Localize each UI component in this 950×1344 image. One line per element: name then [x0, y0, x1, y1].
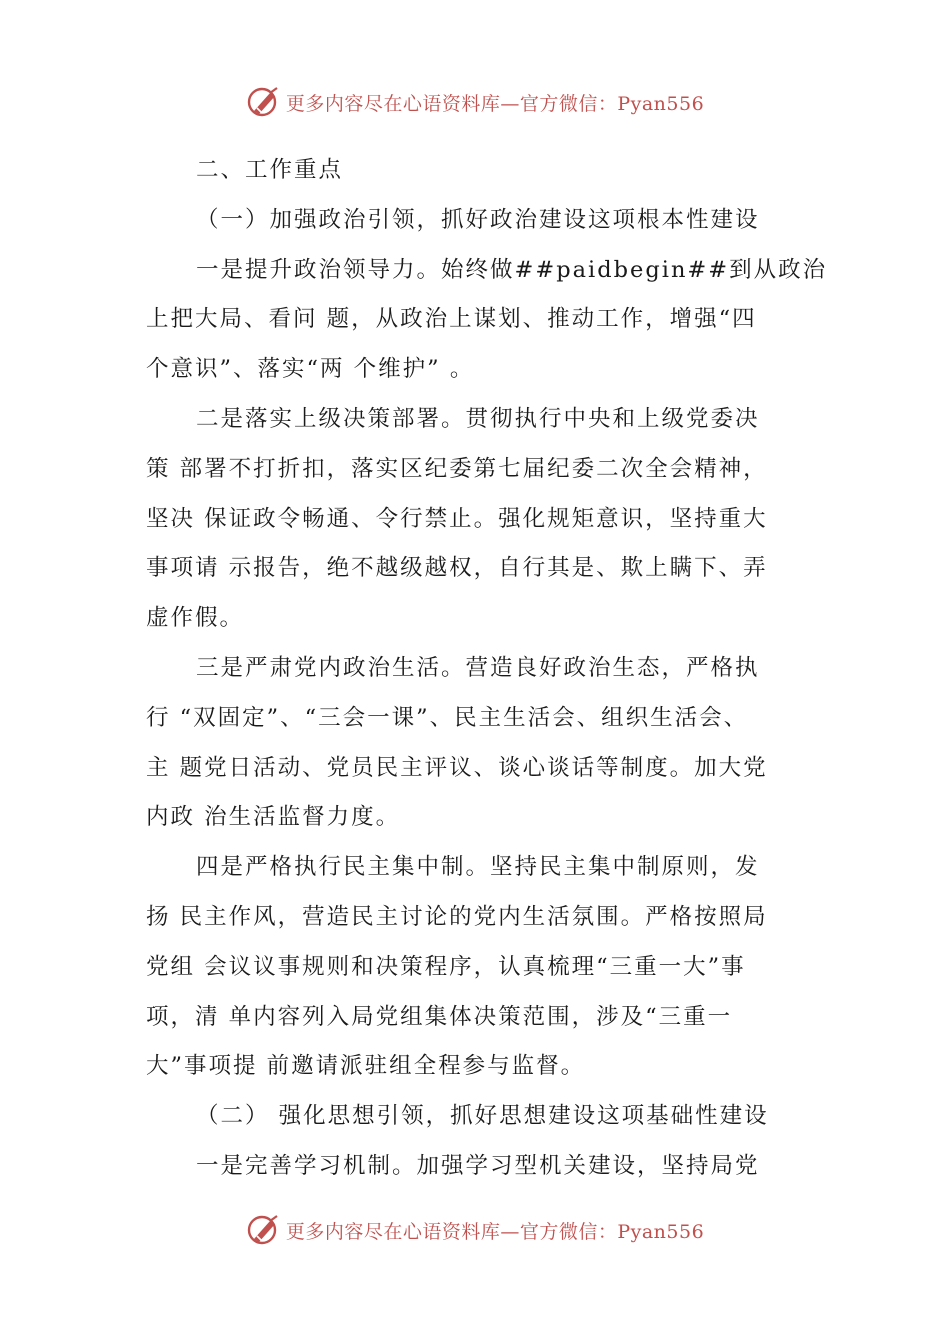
text-line: 坚决 保证政令畅通、令行禁止。强化规矩意识，坚持重大: [146, 505, 768, 532]
text-line: 主 题党日活动、党员民主评议、谈心谈话等制度。加大党: [146, 754, 768, 781]
pen-nib-logo-icon: [246, 84, 282, 120]
banner-text: 更多内容尽在心语资料库—官方微信：Pyan556: [285, 92, 705, 115]
text-line: 一是完善学习机制。加强学习型机关建设，坚持局党: [196, 1152, 760, 1179]
text-line: （一）加强政治引领，抓好政治建设这项根本性建设: [196, 206, 760, 233]
text-line: 虚作假。: [146, 605, 245, 632]
text-line: 三是严肃党内政治生活。营造良好政治生态，严格执: [196, 654, 760, 681]
text-line: 大”事项提 前邀请派驻组全程参与监督。: [146, 1053, 586, 1080]
text-line: 一是提升政治领导力。始终做##paidbegin##到从政治: [196, 256, 828, 283]
text-line: 个意识”、落实“两 个维护” 。: [146, 356, 475, 383]
text-line: 项，清 单内容列入局党组集体决策范围，涉及“三重一: [146, 1003, 733, 1030]
pen-nib-logo-icon: [246, 1212, 282, 1248]
text-line: （二） 强化思想引领，抓好思想建设这项基础性建设: [196, 1103, 769, 1130]
text-line: 扬 民主作风，营造民主讨论的党内生活氛围。严格按照局: [146, 903, 768, 930]
text-line: 二、工作重点: [196, 157, 344, 183]
text-line: 党组 会议议事规则和决策程序，认真梳理“三重一大”事: [146, 953, 746, 980]
text-line: 行 “双固定”、“三会一课”、民主生活会、组织生活会、: [146, 704, 749, 731]
banner-text: 更多内容尽在心语资料库—官方微信：Pyan556: [285, 1220, 705, 1243]
text-line: 事项请 示报告，绝不越级越权，自行其是、欺上瞒下、弄: [146, 555, 768, 582]
text-line: 内政 治生活监督力度。: [146, 804, 401, 831]
footer-watermark-banner: [0, 1210, 950, 1250]
header-watermark-banner: [0, 82, 950, 122]
document-body: [146, 146, 826, 1192]
text-line: 策 部署不打折扣，落实区纪委第七届纪委二次全会精神，: [146, 455, 768, 482]
text-line: 二是落实上级决策部署。贯彻执行中央和上级党委决: [196, 405, 760, 432]
text-line: 上把大局、看问 题，从政治上谋划、推动工作，增强“四: [146, 306, 757, 333]
text-line: 四是严格执行民主集中制。坚持民主集中制原则，发: [196, 854, 760, 881]
